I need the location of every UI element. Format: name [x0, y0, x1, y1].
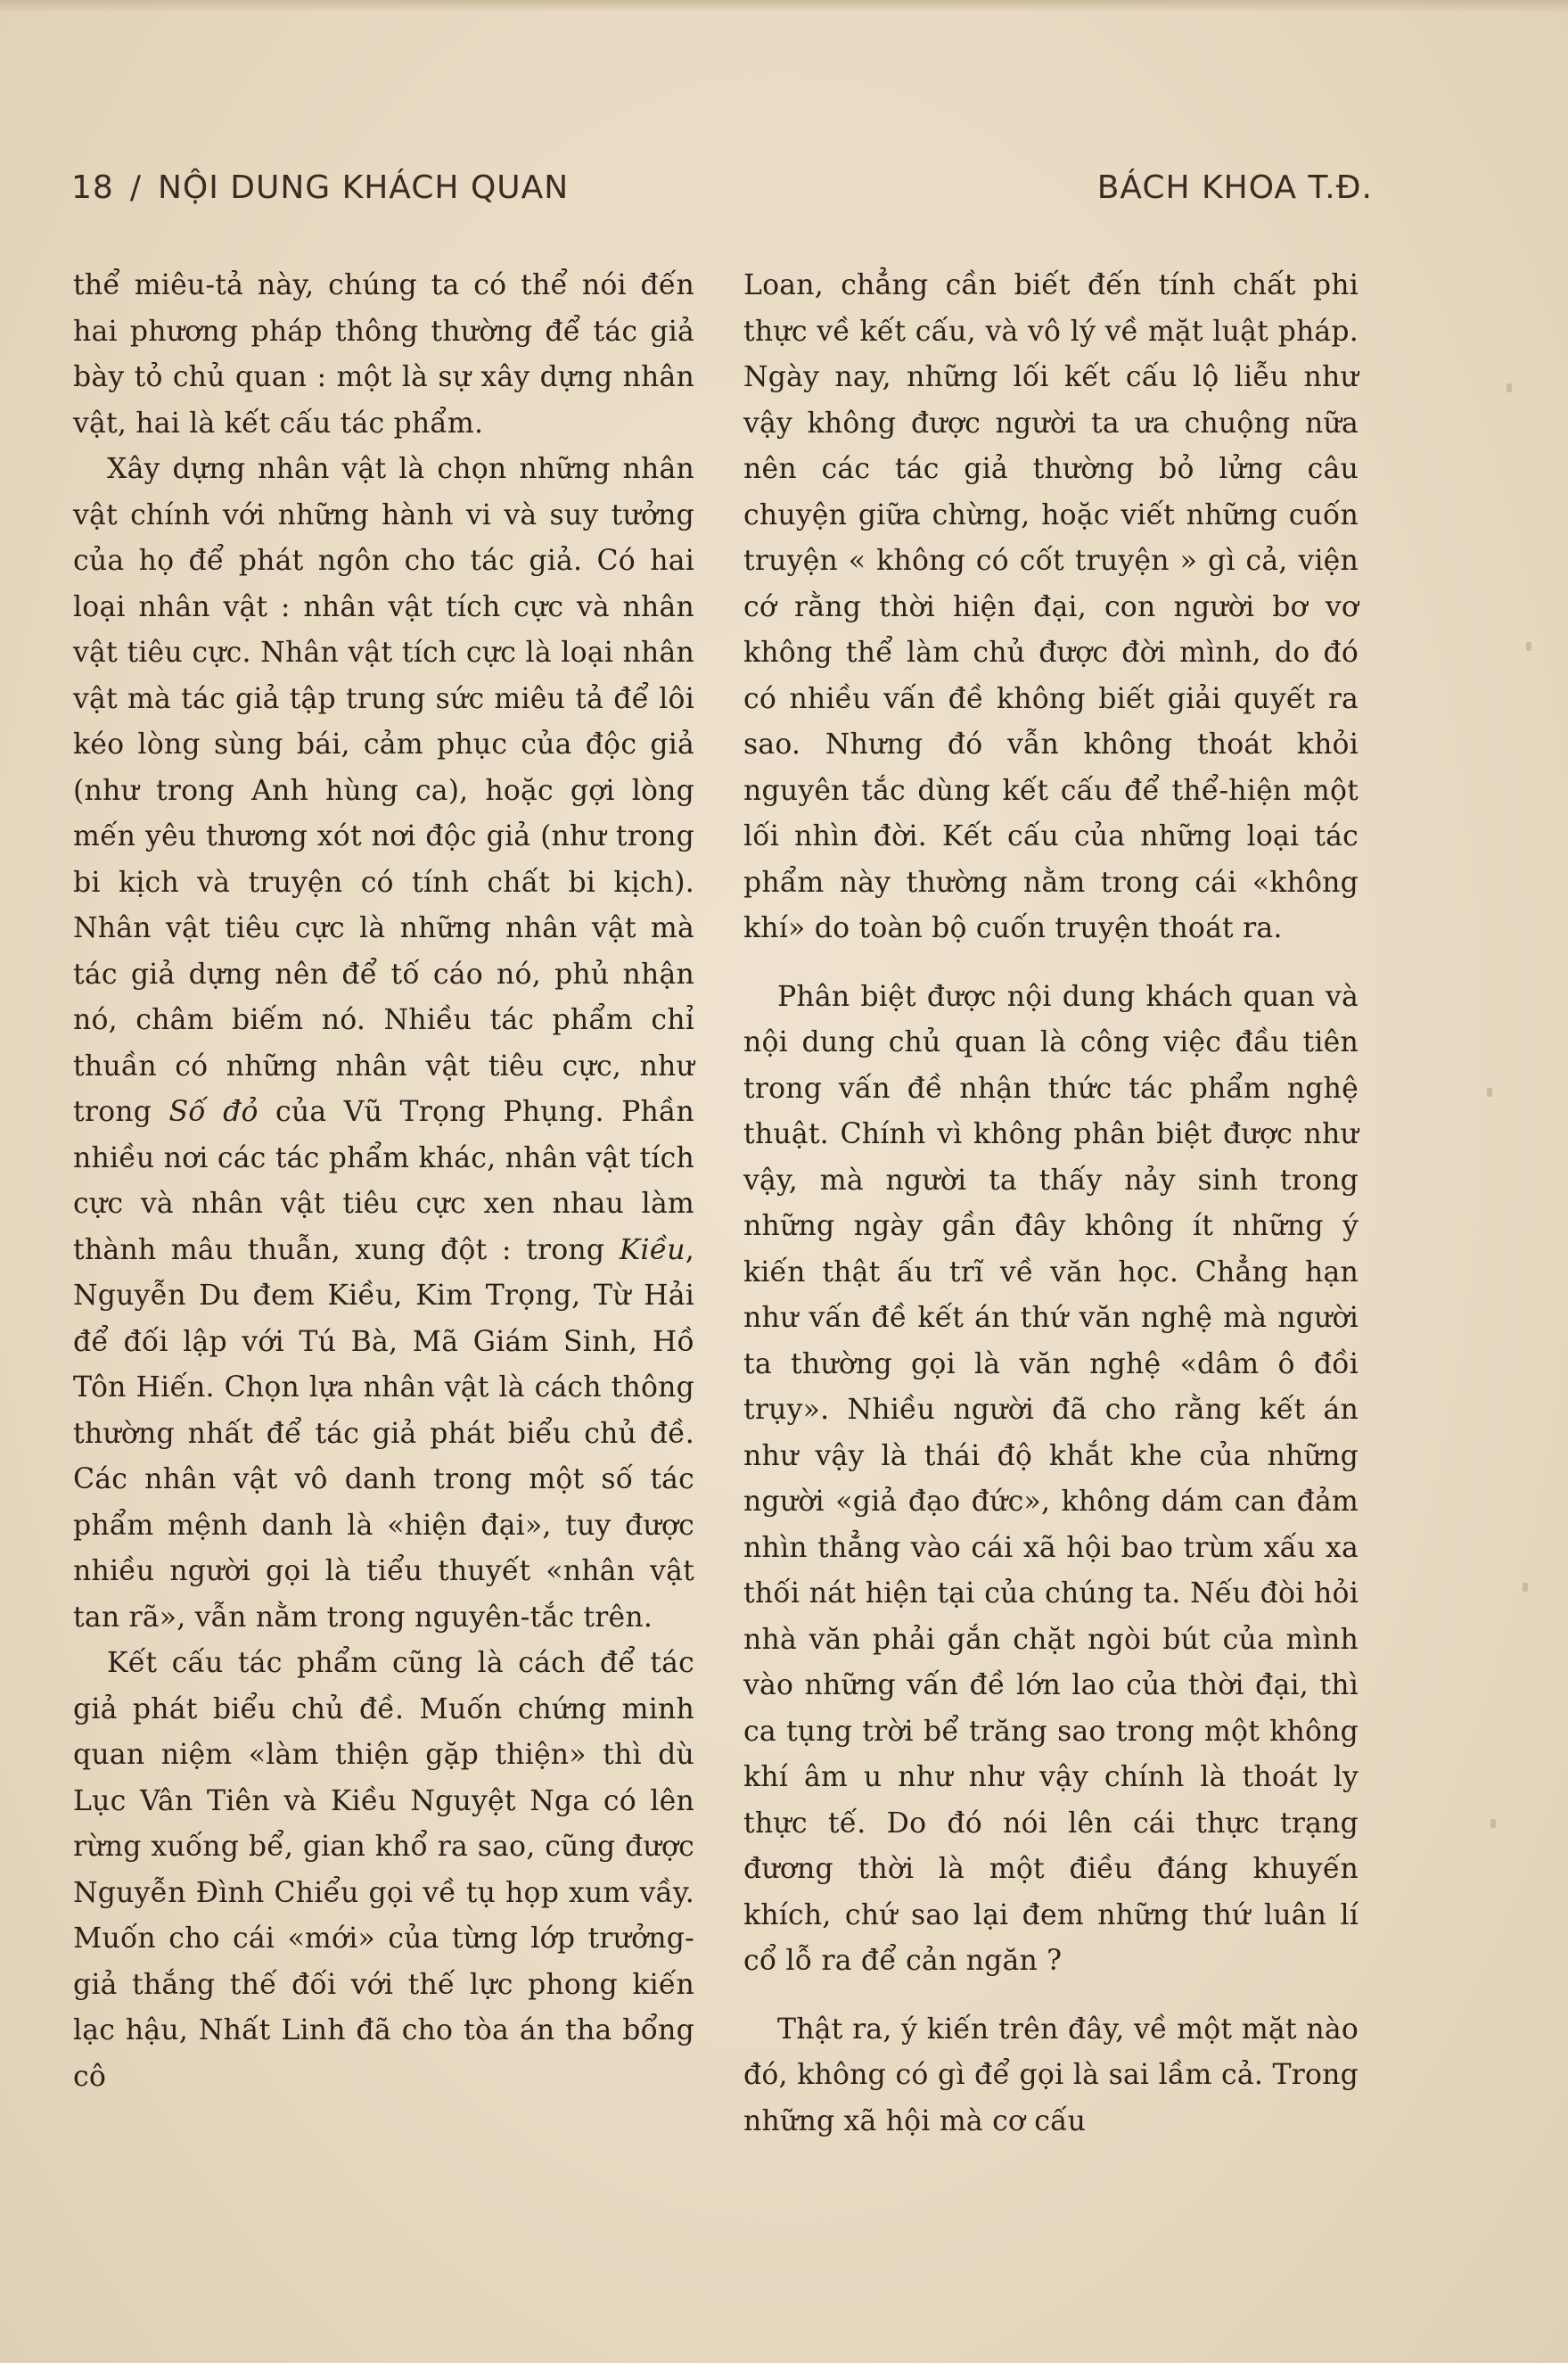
section-title: NỘI DUNG KHÁCH QUAN — [157, 169, 570, 206]
header-separator: / — [129, 169, 142, 206]
paragraph: Phân biệt được nội dung khách quan và nội dung chủ quan là công việc đầu tiên trong vấn đề nhận thức tác phẩm nghệ thuật. Chính vì không phân biệt được như vậy, mà người ta thấy nảy sinh trong những ngày gần đây không ít những ý kiến thật ấu trĩ về văn học. Chẳng hạn như vấn đề kết án thứ văn nghệ mà người ta thường gọi là văn nghệ «dâm ô đồi trụy». Nhiều người đã cho rằng kết án như vậy là thái độ khắt khe của những người «giả đạo đức», không dám can đảm nhìn thẳng vào cái xã hội bao trùm xấu xa thối nát hiện tại của chúng ta. Nếu đòi hỏi nhà văn phải gắn chặt ngòi bút của mình vào những vấn đề lớn lao của thời đại, thì ca tụng trời bể trăng sao trong một không khí âm u như như vậy chính là thoát ly thực tế. Do đó nói lên cái thực trạng đương thời là một điều đáng khuyến khích, chứ sao lại đem những thứ luân lí cổ lỗ ra để cản ngăn ? — [743, 980, 1359, 1977]
paragraph — [73, 447, 694, 1641]
paper-speck — [1487, 1088, 1492, 1097]
paragraph-text: của Vũ Trọng Phụng. Phần nhiều nơi các tác phẩm khác, nhân vật tích cực và nhân vật tiêu cực xen nhau làm thành mâu thuẫn, xung đột : trong — [73, 1096, 694, 1266]
journal-name: BÁCH KHOA T.Đ. — [1096, 169, 1373, 206]
paper-speck — [1523, 1583, 1528, 1592]
header-left — [71, 169, 569, 206]
page-edge-shadow — [0, 0, 1568, 12]
page-number: 18 — [71, 169, 114, 206]
paragraph: Thật ra, ý kiến trên đây, về một mặt nào đó, không có gì để gọi là sai lầm cả. Trong những xã hội mà cơ cấu — [743, 2013, 1359, 2137]
paragraph-text: Xây dựng nhân vật là chọn những nhân vật chính với những hành vi và suy tưởng của họ để phát ngôn cho tác giả. Có hai loại nhân vật : nhân vật tích cực và nhân vật tiêu cực. Nhân vật tích cực là loại nhân vật mà tác giả tập trung sức miêu tả để lôi kéo lòng sùng bái, cảm phục của độc giả (như trong Anh hùng ca), hoặc gợi lòng mến yêu thương xót nơi độc giả (như trong bi kịch và truyện có tính chất bi kịch). Nhân vật tiêu cực là những nhân vật mà tác giả dựng nên để tố cáo nó, phủ nhận nó, châm biếm nó. Nhiều tác phẩm chỉ thuần có những nhân vật tiêu cực, như trong — [73, 453, 694, 1128]
book-title: Số đỏ — [168, 1096, 259, 1128]
paragraph: thể miêu-tả này, chúng ta có thể nói đến hai phương pháp thông thường để tác giả bày tỏ chủ quan : một là sự xây dựng nhân vật, hai là kết cấu tác phẩm. — [73, 269, 694, 440]
paragraph-text: , Nguyễn Du đem Kiều, Kim Trọng, Từ Hải để đối lập với Tú Bà, Mã Giám Sinh, Hồ Tôn Hiến. Chọn lựa nhân vật là cách thông thường nhất để tác giả phát biểu chủ đề. Các nhân vật vô danh trong một số tác phẩm mệnh danh là «hiện đại», tuy được nhiều người gọi là tiểu thuyết «nhân vật tan rã», vẫn nằm trong nguyên-tắc trên. — [73, 1233, 694, 1634]
book-title: Kiều — [619, 1233, 685, 1266]
page-header — [71, 169, 1373, 214]
paper-speck — [1506, 383, 1512, 392]
paper-speck — [1490, 1819, 1496, 1828]
paper-speck — [1526, 642, 1531, 651]
right-column — [743, 263, 1359, 2145]
paragraph: Kết cấu tác phẩm cũng là cách để tác giả phát biểu chủ đề. Muốn chứng minh quan niệm «làm thiện gặp thiện» thì dù Lục Vân Tiên và Kiều Nguyệt Nga có lên rừng xuống bể, gian khổ ra sao, cũng được Nguyễn Đình Chiểu gọi về tụ họp xum vầy. Muốn cho cái «mới» của từng lớp trưởng-giả thắng thế đối với thế lực phong kiến lạc hậu, Nhất Linh đã cho tòa án tha bổng cô — [73, 1647, 694, 2093]
paragraph: Loan, chẳng cần biết đến tính chất phi thực về kết cấu, và vô lý về mặt luật pháp. Ngày nay, những lối kết cấu lộ liễu như vậy không được người ta ưa chuộng nữa nên các tác giả thường bỏ lửng câu chuyện giữa chừng, hoặc viết những cuốn truyện « không có cốt truyện » gì cả, viện cớ rằng thời hiện đại, con người bơ vơ không thể làm chủ được đời mình, do đó có nhiều vấn đề không biết giải quyết ra sao. Nhưng đó vẫn không thoát khỏi nguyên tắc dùng kết cấu để thể-hiện một lối nhìn đời. Kết cấu của những loại tác phẩm này thường nằm trong cái «không khí» do toàn bộ cuốn truyện thoát ra. — [743, 269, 1359, 944]
left-column — [73, 263, 694, 2100]
